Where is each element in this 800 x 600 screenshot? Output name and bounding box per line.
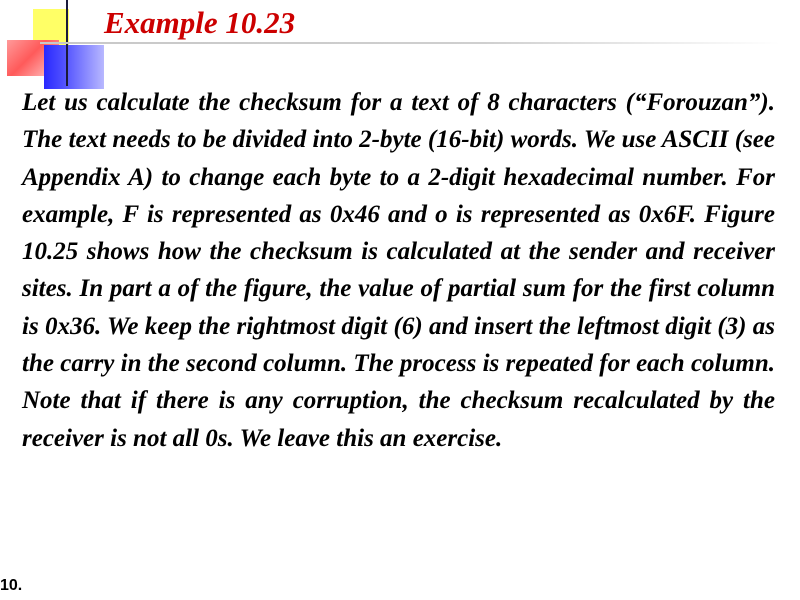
decorative-vertical-line bbox=[66, 0, 68, 86]
decorative-yellow-square bbox=[33, 9, 69, 45]
decorative-red-square bbox=[7, 40, 59, 76]
slide-footer-number: 10. bbox=[0, 577, 23, 594]
slide-title: Example 10.23 bbox=[104, 5, 296, 40]
decorative-blue-square bbox=[44, 45, 104, 89]
slide-body-text: Let us calculate the checksum for a text of 8 characters (“Forouzan”). The text needs to be divided into 2-byte (16-bit) words. We use ASCII (see Appendix A) to change each byte to a 2-digit hexadecimal number. For example, F is represented as 0x46 and o is represented as 0x6F. Figure 10.25 shows how the checksum is calculated at the sender and receiver sites. In part a of the figure, the value of partial sum for the first column is 0x36. We keep the rightmost digit (6) and insert the leftmost digit (3) as the carry in the second column. The process is repeated for each column. Note that if there is any corruption, the checksum recalculated by the receiver is not all 0s. We leave this an exercise. bbox=[22, 89, 775, 452]
title-underline bbox=[40, 42, 780, 44]
